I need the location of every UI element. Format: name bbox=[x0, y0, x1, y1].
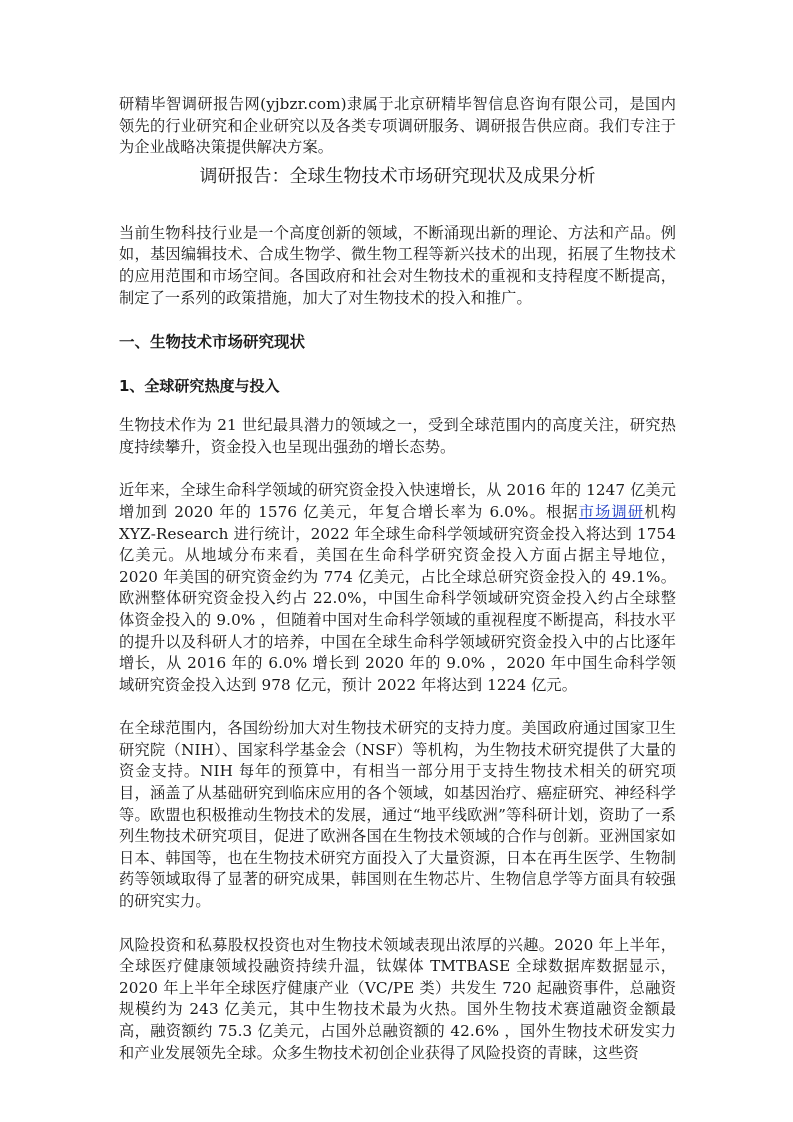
lead-paragraph: 当前生物科技行业是一个高度创新的领域，不断涌现出新的理论、方法和产品。例如，基因编辑技术、合成生物学、微生物工程等新兴技术的出现，拓展了生物技术的应用范围和市场空间。各国政府和社会对生物技术的重视和支持程度不断提高，制定了一系列的政策措施，加大了对生物技术的投入和推广。 bbox=[119, 223, 676, 307]
paragraph-research-heat: 生物技术作为 21 世纪最具潜力的领域之一，受到全球范围内的高度关注，研究热度持续攀升，资金投入也呈现出强劲的增长态势。 bbox=[119, 416, 676, 456]
section-heading: 一、生物技术市场研究现状 bbox=[119, 333, 306, 352]
paragraph-text: 机构 XYZ-Research 进行统计，2022 年全球生命科学领域研究资金投入将达到 1754 亿美元。从地域分布来看，美国在生命科学研究资金投入方面占据主导地位，2020 年美国的研究资金约为 774 亿美元，占比全球总研究资金投入的 49.1%。欧洲整体研究资金投入约占 22.0%，中国生命科学领域研究资金投入约占全球整体资金投入的 9.0% ，但随着中国对生命科学领域的重视程度不断提高，科技水平的提升以及科研人才的培养，中国在全球生命科学领域研究资金投入中的占比逐年增长，从 2016 年的 6.0% 增长到 2020 年的 9.0% ，2020 年中国生命科学领域研究资金投入达到 978 亿元，预计 2022 年将达到 1224 亿元。 bbox=[119, 502, 677, 694]
document-page bbox=[119, 94, 676, 1086]
paragraph-venture-capital: 风险投资和私募股权投资也对生物技术领域表现出浓厚的兴趣。2020 年上半年，全球医疗健康领域投融资持续升温，钛媒体 TMTBASE 全球数据库数据显示，2020 年上半年全球医疗健康产业（VC/PE 类）共发生 720 起融资事件，总融资规模约为 243 亿美元，其中生物技术最为火热。国外生物技术赛道融资金额最高，融资额约 75.3 亿美元，占国外总融资额的 42.6% ，国外生物技术研发实力和产业发展领先全球。众多生物技术初创企业获得了风险投资的青睐，这些资 bbox=[119, 935, 676, 1062]
paragraph-funding bbox=[119, 480, 676, 696]
subsection-heading: 1、全球研究热度与投入 bbox=[119, 377, 280, 396]
intro-paragraph: 研精毕智调研报告网(yjbzr.com)隶属于北京研精毕智信息咨询有限公司，是国内领先的行业研究和企业研究以及各类专项调研服务、调研报告供应商。我们专注于为企业战略决策提供解决方案。 bbox=[119, 95, 676, 157]
report-title: 调研报告：全球生物技术市场研究现状及成果分析 bbox=[199, 165, 596, 187]
paragraph-government-support: 在全球范围内，各国纷纷加大对生物技术研究的支持力度。美国政府通过国家卫生研究院（NIH）、国家科学基金会（NSF）等机构，为生物技术研究提供了大量的资金支持。NIH 每年的预算中，有相当一部分用于支持生物技术相关的研究项目，涵盖了从基础研究到临床应用的各个领域，如基因治疗、癌症研究、神经科学等。欧盟也积极推动生物技术的发展，通过“地平线欧洲”等科研计划，资助了一系列生物技术研究项目，促进了欧洲各国在生物技术领域的合作与创新。亚洲国家如日本、韩国等，也在生物技术研究方面投入了大量资源，日本在再生医学、生物制药等领域取得了显著的研究成果，韩国则在生物芯片、生物信息学等方面具有较强的研究实力。 bbox=[119, 719, 676, 911]
market-research-link[interactable]: 市场调研 bbox=[578, 502, 645, 521]
paragraph-text: 近年来，全球生命科学领域的研究资金投入快速增长，从 2016 年的 1247 亿美元增加到 2020 年的 1576 亿美元，年复合增长率为 6.0%。根据 bbox=[119, 481, 676, 521]
